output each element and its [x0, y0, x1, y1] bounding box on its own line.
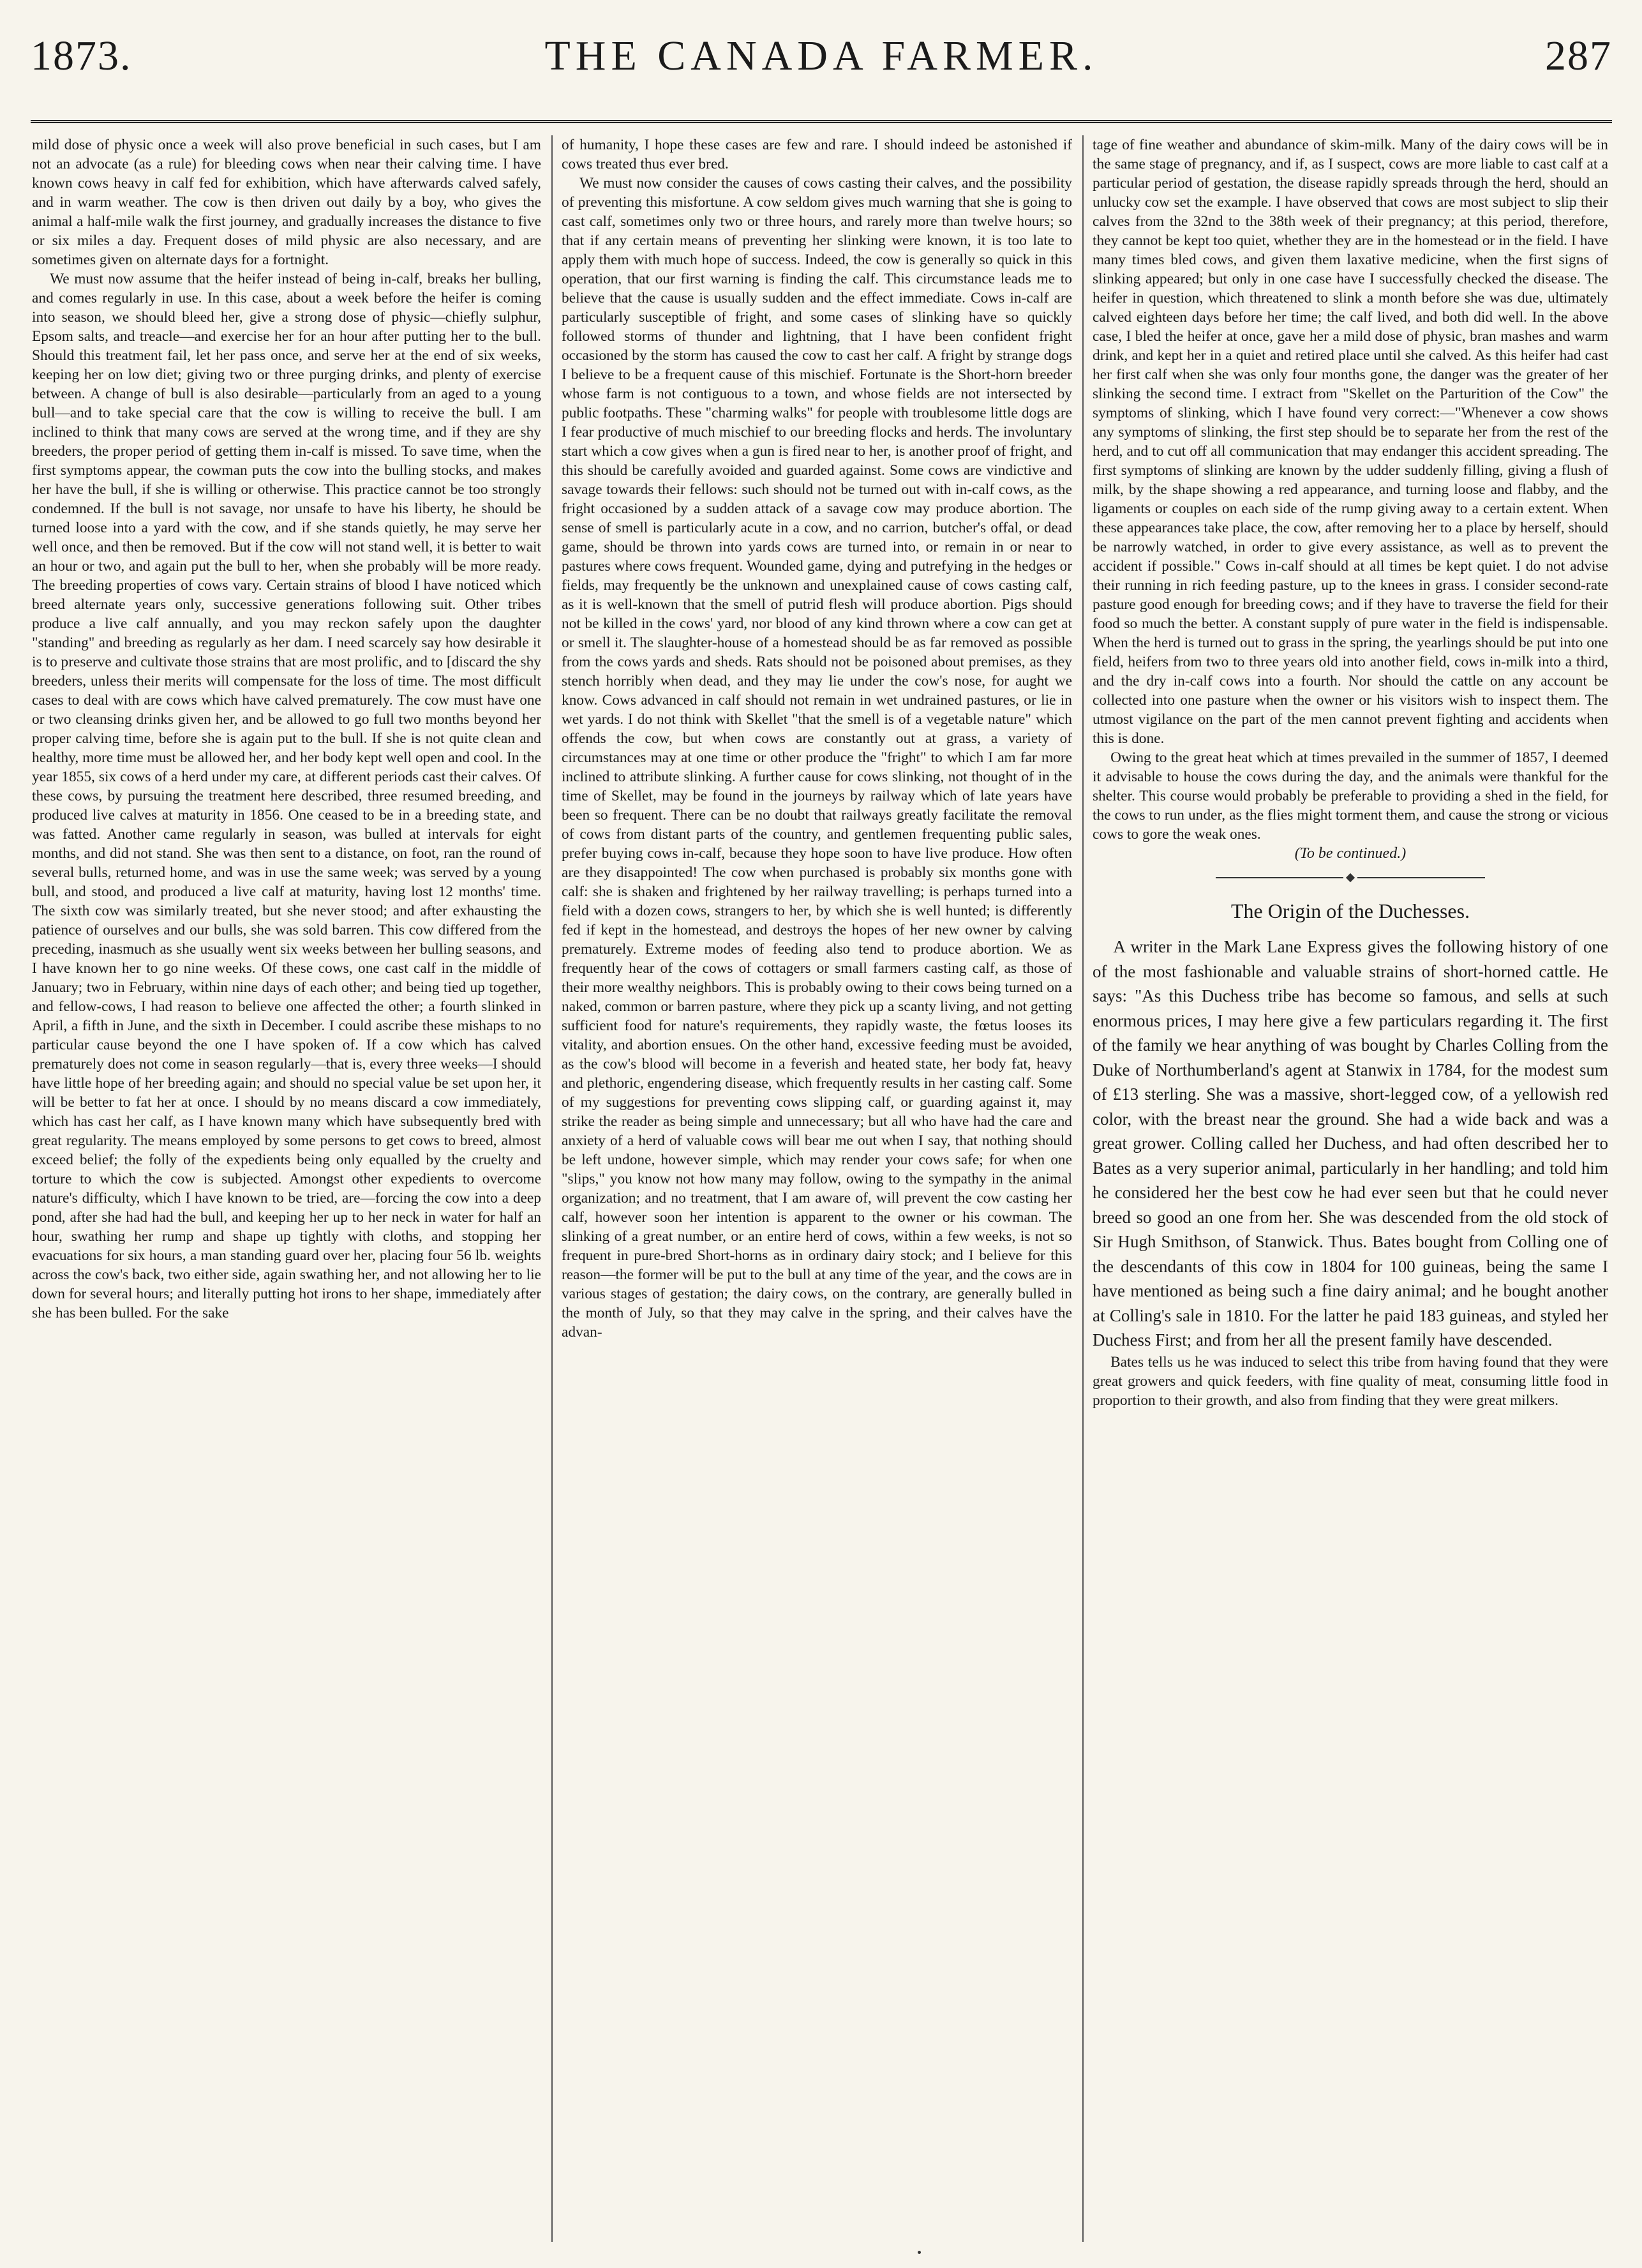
paragraph: tage of fine weather and abundance of skim-milk. Many of the dairy cows will be in the same stage of pregnancy, and if, as I suspect, cows are more liable to cast calf at a particular period of gestation, the disease rapidly spreads through the herd, should an unlucky cow set the example. I have observed that cows are most subject to slip their calves from the 32nd to the 38th week of their pregnancy; at this period, therefore, they cannot be kept too quiet, whether they are in the homestead or in the field. I have many times bled cows, and given them laxative medicine, when the first signs of slinking appeared; but only in one case have I successfully checked the disease. The heifer in question, which threatened to slink a month before she was due, ultimately calved eighteen days before her time; the calf lived, and both did well. In the above case, I bled the heifer at once, gave her a mild dose of physic, bran mashes and warm drink, and kept her in a quiet and retired place until she calved. As this heifer had cast her first calf when she was only four months gone, the danger was the greater of her slinking the second time. I extract from "Skellet on the Parturition of the Cow" the symptoms of slinking, which I have found very correct:—"Whenever a cow shows any symptoms of slinking, the first step should be to separate her from the rest of the herd, and to cut off all communication that may endanger this accident spreading. The first symptoms of slinking are known by the udder suddenly filling, giving a flush of milk, by the shape showing a red appearance, and turning loose and flabby, and the ligaments or couples on each side of the rump giving away to a certain extent. When these appearances take place, the cow, after removing her to a place by herself, should be narrowly watched, in order to give every assistance, as well as to prevent the accident if possible." Cows in-calf should at all times be kept quiet. I do not advise their running in rich feeding pasture, up to the knees in grass. I consider second-rate pasture good enough for breeding cows; and if they have to traverse the field for their food so much the better. A constant supply of pure water in the field is indispensable. When the herd is turned out to grass in the spring, the yearlings should be put into one field, heifers from two to three years old into another field, cows in-milk into a third, and the dry in-calf cows into a fourth. Nor should the cattle on any account be collected into one pasture when the owner or his visitors wish to inspect them. The utmost vigilance on the part of the men cannot prevent fighting and accidents when this is done.: [1093, 137, 1608, 747]
paragraph: Owing to the great heat which at times prevailed in the summer of 1857, I deemed it advisable to house the cows during the day, and the animals were thankful for the shelter. This course would probably be preferable to providing a shed in the field, for the cows to run under, as the flies might torment them, and cause the strong or vicious cows to gore the weak ones.: [1093, 749, 1608, 843]
page-number: 287: [1545, 33, 1612, 79]
paragraph: mild dose of physic once a week will also prove beneficial in such cases, but I am not an advocate (as a rule) for bleeding cows when near their calving time. I have known cows heavy in calf fed for exhibition, which have afterwards calved safely, and in warm weather. The cow is then driven out daily by a boy, who gives the animal a half-mile walk the first journey, and gradually increases the distance to five or six miles a day. Frequent doses of mild physic are also necessary, and are sometimes given on alternate days for a fortnight.: [32, 137, 541, 268]
paragraph: of humanity, I hope these cases are few and rare. I should indeed be astonished if cows treated thus ever bred.: [562, 137, 1072, 172]
publication-title: THE CANADA FARMER.: [544, 33, 1098, 79]
section-heading: The Origin of the Duchesses.: [1230, 899, 1470, 922]
issue-year: 1873.: [31, 33, 132, 79]
column-2: [562, 135, 1072, 2229]
column-3: [1093, 135, 1608, 2229]
column-divider-1: [551, 135, 553, 2242]
section-divider: [1093, 867, 1608, 886]
masthead-rule: [31, 120, 1612, 123]
article-paragraph: A writer in the Mark Lane Express gives the following history of one of the most fashionable and valuable strains of short-horned cattle. He says: "As this Duchess tribe has become so famous, and sells at such enormous prices, I may here give a few particulars regarding it. The first of the family we hear anything of was bought by Charles Colling from the Duke of Northumberland's agent at Stanwix in 1784, for the modest sum of £13 sterling. She was a massive, short-legged cow, of a yellowish red color, with the breast near the ground. She had a wide back and was a great grower. Colling called her Duchess, and had often described her to Bates as a very superior animal, particularly in her handling; and told him he considered her the best cow he had ever seen but that he could never breed so good an one from her. She was descended from the old stock of Sir Hugh Smithson, of Stanwick. Thus. Bates bought from Colling one of the descendants of this cow in 1804 for 100 guineas, being the same I have mentioned as being such a fine dairy animal; and he bought another at Colling's sale in 1810. For the latter he paid 183 guineas, and styled her Duchess First; and from her all the present family have descended.: [1093, 937, 1608, 1349]
masthead: [31, 32, 1612, 102]
page-mark: [918, 2251, 921, 2254]
paragraph: We must now assume that the heifer instead of being in-calf, breaks her bulling, and comes regularly in use. In this case, about a week before the heifer is coming into season, we should bleed her, give a strong dose of physic—chiefly sulphur, Epsom salts, and treacle—and exercise her for an hour after putting her to the bull. Should this treatment fail, let her pass once, and serve her at the end of six weeks, keeping her on low diet; giving two or three purging drinks, and plenty of exercise between. A change of bull is also desirable—particularly from an aged to a young bull—and to take special care that the cow is willing to receive the bull. I am inclined to think that many cows are served at the wrong time, and if they are shy breeders, the proper period of getting them in-calf is missed. To save time, when the first symptoms appear, the cowman puts the cow into the bulling stocks, and makes her have the bull, if she is willing or otherwise. This practice cannot be too strongly condemned. If the bull is not savage, nor unsafe to have his liberty, he should be turned loose into a yard with the cow, and if she stands quietly, he may serve her well once, and then be removed. But if the cow will not stand well, it is better to wait an hour or two, and again put the bull to her, when she probably will be more ready. The breeding properties of cows vary. Certain strains of blood I have noticed which breed alternate years only, successive generations following suit. Other tribes produce a live calf annually, and you may reckon safely upon the daughter "standing" and breeding as regularly as her dam. I need scarcely say how desirable it is to preserve and cultivate those strains that are most prolific, and to [discard the shy breeders, unless their merits will compensate for the loss of time. The most difficult cases to deal with are cows which have calved prematurely. The cow must have one or two cleansing drinks given her, and be allowed to go full two months beyond her proper calving time, before she is again put to the bull. If she is not quite clean and healthy, more time must be allowed her, and her body kept well open and cool. In the year 1855, six cows of a herd under my care, at different periods cast their calves. Of these cows, by pursuing the treatment here described, three resumed breeding, and produced live calves at maturity in 1856. One ceased to be in a breeding state, and was fatted. Another came regularly in season, was bulled at intervals for eight months, and did not stand. She was then sent to a distance, on foot, ran the round of several bulls, returned home, and was in use the same week; was served by a young bull, and stood, and produced a live calf at maturity, having lost 12 months' time. The sixth cow was similarly treated, but she never stood; and after exhausting the patience of ourselves and our bulls, she was sold barren. This cow differed from the preceding, inasmuch as she usually went six weeks between her bulling seasons, and I have known her to go nine weeks. Of these cows, one cast calf in the middle of January; two in February, within nine days of each other; and being tied up together, and fellow-cows, I had reason to believe one affected the other; a fourth slinked in April, a fifth in June, and the sixth in December. I could ascribe these mishaps to no particular cause beyond the one I have spoken of. If a cow which has calved prematurely does not come in season regularly—that is, every three weeks—I should have little hope of her breeding again; and should no special value be set upon her, it will be better to fat her at once. I should by no means discard a cow immediately, which has cast her calf, as I have known many which have subsequently bred with great regularity. The means employed by some persons to get cows to breed, almost exceed belief; the folly of the expedients being only equalled by the cruelty and torture to which the cow is subjected. Amongst other expedients to overcome nature's difficulty, which I have known to be tried, are—forcing the cow into a deep pond, after she had had the bull, and keeping her up to her neck in water for half an hour, swathing her rump and shape up tightly with cloths, and stopping her evacuations for six hours, a man standing guard over her, placing four 56 lb. weights across the cow's back, two either side, again swathing her, and not allowing her to lie down for several hours; and literally putting hot irons to her shape, immediately after she has been bulled. For the sake: [32, 271, 541, 1321]
article-paragraph: Bates tells us he was induced to select this tribe from having found that they were great growers and quick feeders, with fine quality of meat, consuming little food in proportion to their growth, and also from finding that they were great milkers.: [1093, 1353, 1608, 1409]
column-divider-2: [1082, 135, 1084, 2242]
continued-note: (To be continued.): [1294, 845, 1407, 862]
column-1: [32, 135, 541, 2229]
paragraph: We must now consider the causes of cows casting their calves, and the possibility of preventing this misfortune. A cow seldom gives much warning that she is going to cast calf, sometimes only two or three hours, and rarely more than twelve hours; so that if any certain means of preventing her slinking were known, it is too late to apply them with much hope of success. Indeed, the cow is generally so quick in this operation, that our first warning is finding the calf. This circumstance leads me to believe that the cause is usually sudden and the effect immediate. Cows in-calf are particularly susceptible of fright, and some cases of slinking have so quickly followed storms of thunder and lightning, that I have been confident fright occasioned by the storm has caused the cow to cast her calf. A fright by strange dogs I believe to be a frequent cause of this mischief. Fortunate is the Short-horn breeder whose farm is not contiguous to a town, and whose fields are not intersected by public footpaths. These "charming walks" for people with troublesome little dogs are I fear productive of much mischief to our breeding flocks and herds. The involuntary start which a cow gives when a gun is fired near to her, is another proof of fright, and this should be carefully avoided and guarded against. Some cows are vindictive and savage towards their fellows: such should not be turned out with in-calf cows, as the fright occasioned by a sudden attack of a savage cow may produce abortion. The sense of smell is particularly acute in a cow, and no carrion, butcher's offal, or dead game, should be thrown into yards cows are turned into, or remain in or near to pastures where cows frequent. Wounded game, dying and putrefying in the hedges or fields, may frequently be the unknown and unexplained cause of cows casting calf, as it is well-known that the smell of putrid flesh will produce abortion. Pigs should not be killed in the cows' yard, nor blood of any kind thrown where a cow can get at or smell it. The slaughter-house of a homestead should be as far removed as possible from the cows yards and sheds. Rats should not be poisoned about premises, as they stench horribly when dead, and they may lie under the cow's nose, for aught we know. Cows advanced in calf should not remain in wet undrained pastures, or lie in wet yards. I do not think with Skellet "that the smell is of a vegetable nature" which offends the cow, but when cows are constantly out at grass, a variety of circumstances may at one time or other produce the "fright" to which I am far more inclined to attribute slinking. A further cause for cows slinking, not thought of in the time of Skellet, may be found in the journeys by railway which of late years have been so frequent. There can be no doubt that railways greatly facilitate the removal of cows from distant parts of the country, and gentlemen frequenting public sales, prefer buying cows in-calf, because they hope soon to have live produce. How often are they disappointed! The cow when purchased is probably six months gone with calf: she is shaken and frightened by her railway travelling; is perhaps turned into a field with a dozen cows, strangers to her, by which she is well hunted; is differently fed if kept in the homestead, and destroys the hopes of her new owner by calving prematurely. Extreme modes of feeding also tend to produce abortion. We as frequently hear of the cows of cottagers or small farmers casting calf, as those of their more wealthy neighbors. This is probably owing to their cows being turned on a naked, common or barren pasture, where they pick up a scanty living, and not getting sufficient food for nature's requirements, they rapidly waste, the fœtus looses its vitality, and abortion ensues. On the other hand, excessive feeding must be avoided, as the cow's blood will become in a feverish and heated state, her body fat, heavy and plethoric, engendering disease, which frequently results in her casting calf. Some of my suggestions for preventing cows slipping calf, or guarding against it, may strike the reader as being simple and unnecessary; but all who have had the care and anxiety of a herd of valuable cows will bear me out when I say, that nothing should be left undone, however simple, which may render your cows safe; for when one "slips," you know not how many may follow, owing to the sympathy in the animal organization; and no treatment, that I am aware of, will prevent the cow casting her calf, however soon her intention is apparent to the owner or his cowman. The slinking of a great number, or an entire herd of cows, within a few weeks, is not so frequent in pure-bred Short-horns as in ordinary dairy stock; and I believe for this reason—the former will be put to the bull at any time of the year, and the cows are in various stages of gestation; the dairy cows, on the contrary, are generally bulled in the month of July, so that they may calve in the spring, and their calves have the advan-: [562, 175, 1072, 1341]
